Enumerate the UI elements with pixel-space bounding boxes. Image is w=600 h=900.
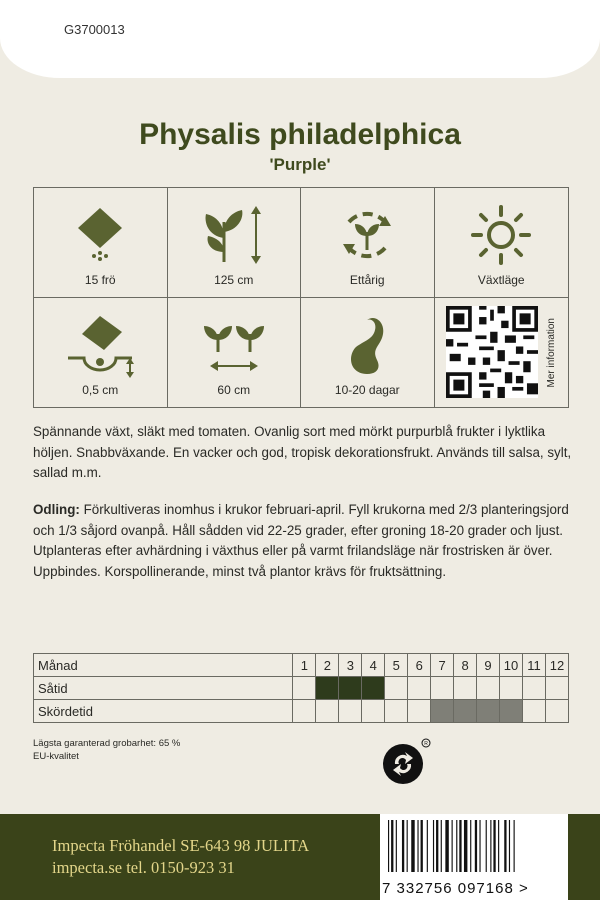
calendar-row-label: Såtid (34, 677, 293, 700)
calendar-cell (500, 677, 523, 700)
calendar-cell (500, 700, 523, 723)
barcode-bar (456, 820, 457, 872)
annual-cycle-icon (327, 202, 407, 268)
month-1: 1 (293, 654, 316, 677)
barcode-bar (396, 820, 397, 872)
barcode-bar (498, 820, 499, 872)
barcode-bar (464, 820, 467, 872)
sowing-calendar (33, 653, 569, 723)
calendar-cell (545, 677, 568, 700)
germination-icon (327, 312, 407, 378)
barcode-bar (436, 820, 438, 872)
barcode-bar (391, 820, 393, 872)
germination-note: Lägsta garanterad grobarhet: 65 % (33, 738, 181, 749)
footer-address: Impecta Fröhandel SE-643 98 JULITA (52, 836, 310, 855)
spacing-label: 60 cm (217, 383, 251, 397)
barcode-bar (504, 820, 506, 872)
germination-label: 10-20 dagar (334, 383, 400, 397)
month-4: 4 (362, 654, 385, 677)
calendar-cell (477, 677, 500, 700)
barcode-bar (452, 820, 453, 872)
calendar-cell (339, 700, 362, 723)
calendar-row-label: Skördetid (34, 700, 293, 723)
cell-germination (301, 298, 435, 408)
calendar-cell (408, 677, 431, 700)
product-code: G3700013 (64, 22, 125, 37)
qr-code-icon[interactable] (446, 306, 538, 398)
calendar-cell (339, 677, 362, 700)
description: Spännande växt, släkt med tomaten. Ovanlig sort med mörkt purpurblå frukter i lyktlika höljen. Snabbväxande. En vacker och god, tropisk dekorationsfrukt. Används till salsa, sylt, sallad m.m. (33, 424, 572, 480)
calendar-cell (408, 700, 431, 723)
green-dot-recycle-icon (381, 738, 431, 788)
month-9: 9 (477, 654, 500, 677)
sowing-depth-icon (60, 312, 140, 378)
barcode-bar (402, 820, 404, 872)
calendar-cell (362, 700, 385, 723)
month-5: 5 (385, 654, 408, 677)
calendar-cell (316, 700, 339, 723)
seed-packet-icon (60, 202, 140, 268)
page-title: Physalis philadelphica (139, 118, 461, 151)
calendar-cell (454, 700, 477, 723)
plant-height-icon (194, 202, 274, 268)
more-info-label: Mer information (545, 317, 557, 387)
barcode-bar (490, 820, 491, 872)
month-8: 8 (454, 654, 477, 677)
barcode-bar (407, 820, 408, 872)
calendar-row-sow (34, 677, 569, 700)
cell-location (435, 188, 569, 298)
month-12: 12 (545, 654, 568, 677)
cell-qr (435, 298, 569, 408)
eu-note: EU-kvalitet (33, 751, 79, 762)
footer-contact: impecta.se tel. 0150-923 31 (52, 858, 235, 877)
life-cycle-label: Ettårig (349, 272, 385, 287)
barcode-bar (514, 820, 515, 872)
calendar-header-label: Månad (34, 654, 293, 677)
calendar-cell (385, 700, 408, 723)
calendar-cell (385, 677, 408, 700)
barcode-bar (486, 820, 487, 872)
month-7: 7 (431, 654, 454, 677)
plant-height-label: 125 cm (214, 272, 254, 287)
barcode-bar (470, 820, 471, 872)
cell-sowing-depth (34, 298, 168, 408)
barcode-bar (411, 820, 414, 872)
barcode-bar (459, 820, 461, 872)
barcode-bar (421, 820, 423, 872)
cell-life-cycle (301, 188, 435, 298)
barcode-bar (493, 820, 495, 872)
cell-plant-height (168, 188, 302, 298)
svg-text:R: R (424, 741, 428, 747)
month-3: 3 (339, 654, 362, 677)
barcode (380, 814, 568, 900)
calendar-row-harv (34, 700, 569, 723)
barcode-bar (475, 820, 477, 872)
barcode-bar (433, 820, 434, 872)
calendar-cell (522, 677, 545, 700)
barcode-bars (388, 820, 560, 872)
cell-spacing (168, 298, 302, 408)
calendar-cell (293, 677, 316, 700)
calendar-cell (477, 700, 500, 723)
cell-seed-count (34, 188, 168, 298)
icon-grid (33, 187, 569, 408)
plant-spacing-icon (194, 312, 274, 378)
barcode-number: 7 332756 097168 > (382, 880, 529, 897)
barcode-bar (445, 820, 448, 872)
sowing-depth-label: 0,5 cm (82, 383, 119, 397)
barcode-bar (388, 820, 389, 872)
month-2: 2 (316, 654, 339, 677)
month-11: 11 (522, 654, 545, 677)
calendar-cell (522, 700, 545, 723)
cultivation-text: Förkultiveras inomhus i krukor februari-april. Fyll krukorna med 2/3 planteringsjord och 1/3 såjord ovanpå. Håll sådden vid 22-25 grader, efter groning 18-20 grader och ljust. Utplanteras efter avhärdning i växthus eller på varmt frilandsläge när frostrisken är över. Uppbindes. Korspollinerande, minst två plantor krävs för fruktsättning. (33, 502, 569, 579)
cultivation-label: Odling: (33, 502, 80, 517)
sun-icon (461, 202, 541, 268)
calendar-cell (431, 677, 454, 700)
calendar-cell (362, 677, 385, 700)
month-10: 10 (500, 654, 523, 677)
seed-count-label: 15 frö (84, 272, 116, 287)
calendar-cell (545, 700, 568, 723)
calendar-cell (293, 700, 316, 723)
variety-name: 'Purple' (269, 155, 331, 174)
month-6: 6 (408, 654, 431, 677)
cultivation (33, 500, 573, 582)
barcode-bar (417, 820, 418, 872)
location-label: Växtläge (477, 272, 525, 287)
calendar-cell (316, 677, 339, 700)
barcode-bar (441, 820, 442, 872)
calendar-cell (431, 700, 454, 723)
barcode-bar (479, 820, 480, 872)
barcode-bar (427, 820, 428, 872)
calendar-header-row (34, 654, 569, 677)
barcode-bar (509, 820, 510, 872)
calendar-cell (454, 677, 477, 700)
top-tab (0, 0, 600, 78)
